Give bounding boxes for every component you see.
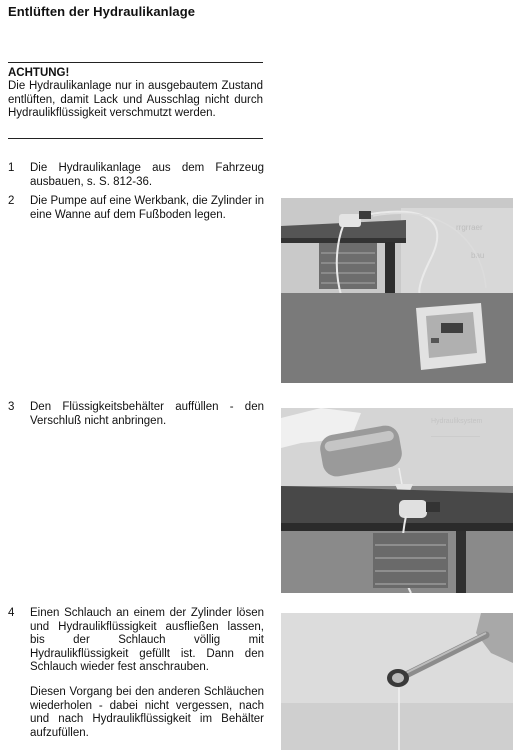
step-number: 2 [8,195,15,207]
step-text: Die Hydraulikanlage aus dem Fahrzeug ausbauen, s. S. 812-36. [30,162,264,188]
svg-text:rrgrraer: rrgrraer [456,223,483,232]
warning-text: Die Hydraulikanlage nur in ausgebautem Zustand entlüften, damit Lack und Ausschlag nicht durch Hydraulikflüssigkeit verschmutzt werden. [8,80,263,119]
svg-text:bau: bau [471,251,485,260]
step-3 [8,401,264,428]
step-1 [8,162,264,189]
step-4 [8,607,264,675]
step-text: Die Pumpe auf eine Werkbank, die Zylinder in eine Wanne auf dem Fußboden legen. [30,195,264,221]
step-text: Einen Schlauch an einem der Zylinder lösen und Hydraulikflüssigkeit ausfließen lassen, bis der Schlauch völlig mit Hydraulikflüssigkeit gefüllt ist. Dann den Schlauch wieder fest anschrauben. [30,607,264,673]
step-2 [8,195,264,222]
photo-pump-workbench [281,198,513,383]
photo-hose-draining [281,613,513,750]
step-number: 4 [8,607,15,619]
step-text: Den Flüssigkeitsbehälter auffüllen - den Verschluß nicht anbringen. [30,401,264,427]
step-number: 3 [8,401,15,413]
svg-text:———————: ——————— [431,433,480,440]
step-number: 1 [8,162,15,174]
warning-top-rule [8,62,263,63]
svg-text:Hydrauliksystem: Hydrauliksystem [431,418,483,425]
warning-label: ACHTUNG! [8,67,70,79]
warning-bottom-rule [8,138,263,139]
step-4-note: Diesen Vorgang bei den anderen Schläuchen wiederholen - dabei nicht vergessen, nach und nach Hydraulikflüssigkeit im Behälter aufzufüllen. [30,686,264,739]
photo-filling-reservoir [281,408,513,593]
page-title: Entlüften der Hydraulikanlage [8,4,196,19]
